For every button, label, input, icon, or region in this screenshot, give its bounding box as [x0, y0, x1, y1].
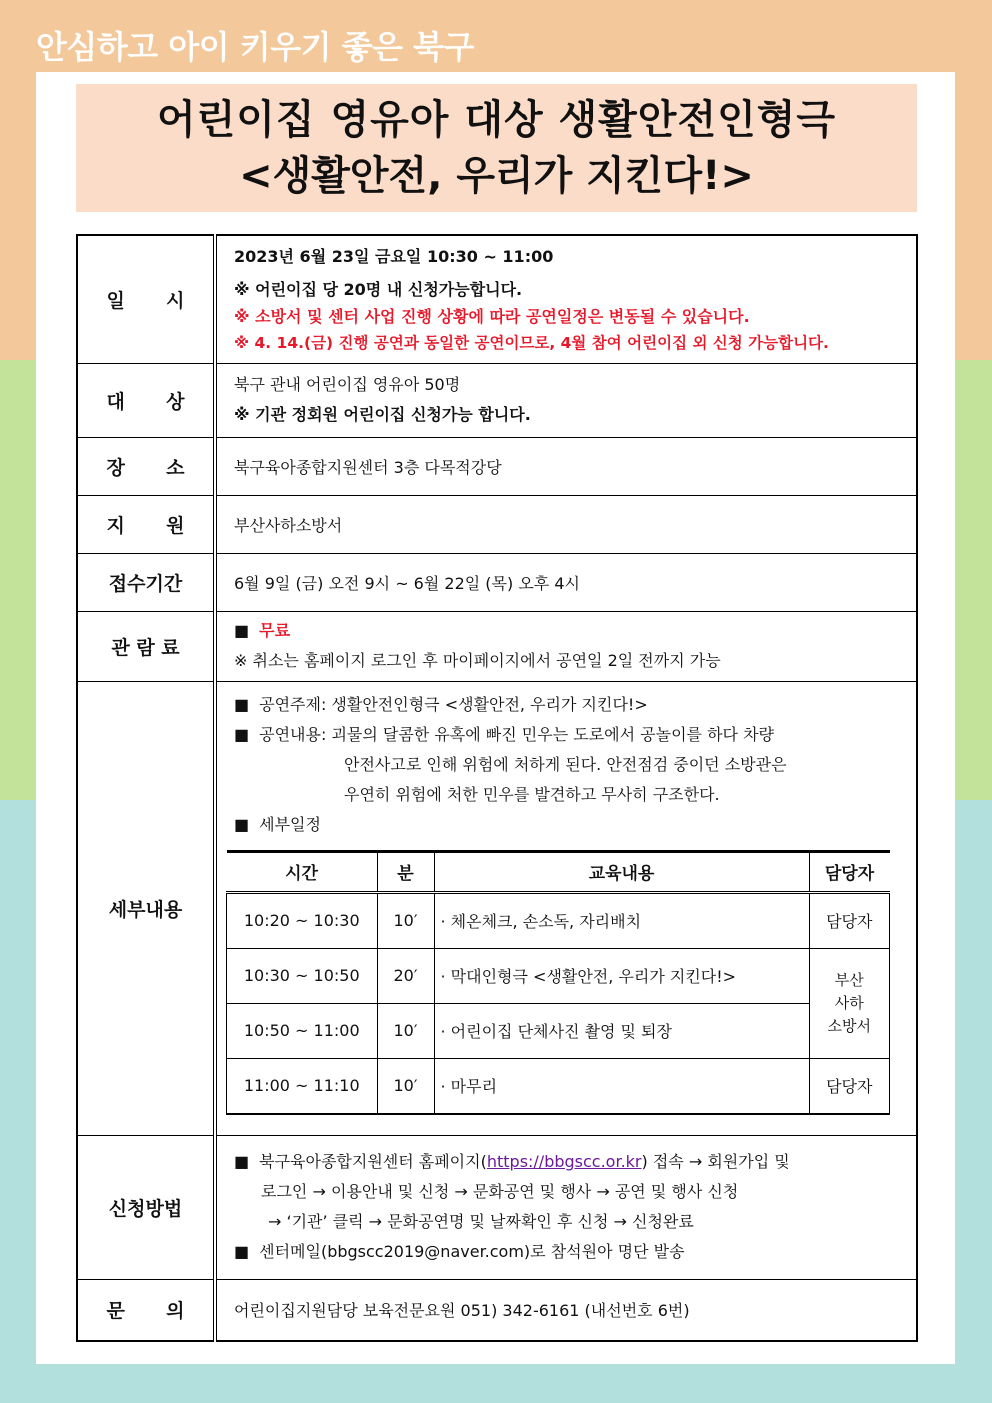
row-person-merged: 부산 사하 소방서 — [809, 948, 890, 1058]
table-row — [227, 948, 890, 1003]
details-theme: 공연주제: 생활안전인형극 <생활안전, 우리가 지킨다!> — [259, 694, 648, 714]
title-line-2: <생활안전, 우리가 지킨다!> — [239, 153, 754, 199]
apply-line-1a: 북구육아종합지원센터 홈페이지( — [259, 1152, 487, 1171]
period-value: 6월 9일 (금) 오전 9시 ~ 6월 22일 (목) 오후 4시 — [215, 553, 917, 611]
square-bullet-icon: ■ — [234, 814, 250, 834]
row-time: 11:00 ~ 11:10 — [227, 1058, 378, 1114]
header-time: 시간 — [227, 851, 378, 892]
apply-line-1b: ) 접속 → 회원가입 및 — [641, 1152, 790, 1171]
row-minutes: 20′ — [377, 948, 434, 1003]
table-row — [227, 892, 890, 948]
row-schedule — [77, 235, 917, 363]
row-time: 10:30 ~ 10:50 — [227, 948, 378, 1003]
row-minutes: 10′ — [377, 1058, 434, 1114]
details-content-line-2: 안전사고로 인해 위험에 처하게 된다. 안전점검 중이던 소방관은 — [344, 754, 787, 774]
support-value: 부산사하소방서 — [215, 495, 917, 553]
poster-sheet — [36, 72, 955, 1364]
details-sub-schedule: 세부일정 — [259, 814, 321, 834]
label-place: 장 소 — [77, 437, 215, 495]
label-contact: 문 의 — [77, 1279, 215, 1341]
row-minutes: 10′ — [377, 1003, 434, 1058]
row-content: · 체온체크, 손소독, 자리배치 — [434, 892, 809, 948]
apply-line-4: 센터메일(bbgscc2019@naver.com)로 참석원아 명단 발송 — [259, 1242, 685, 1261]
contact-value: 어린이집지원담당 보육전문요원 051) 342-6161 (내선번호 6번) — [215, 1279, 917, 1341]
label-support: 지 원 — [77, 495, 215, 553]
square-bullet-icon: ■ — [234, 694, 250, 714]
label-details: 세부내용 — [77, 681, 215, 1135]
row-target — [77, 363, 917, 437]
schedule-datetime: 2023년 6월 23일 금요일 10:30 ~ 11:00 — [234, 246, 554, 266]
table-row — [227, 1058, 890, 1114]
row-person: 담당자 — [809, 892, 890, 948]
square-bullet-icon: ■ — [234, 621, 250, 640]
label-apply: 신청방법 — [77, 1135, 215, 1279]
header-content: 교육내용 — [434, 851, 809, 892]
homepage-link[interactable]: https://bbgscc.or.kr — [486, 1152, 642, 1171]
schedule-note-1: ※ 어린이집 당 20명 내 신청가능합니다. — [234, 279, 523, 299]
row-content: · 마무리 — [434, 1058, 809, 1114]
apply-line-3: → ‘기관’ 클릭 → 문화공연명 및 날짜확인 후 신청 → 신청완료 — [268, 1212, 694, 1231]
header-minutes: 분 — [377, 851, 434, 892]
row-place — [77, 437, 917, 495]
info-table — [76, 234, 918, 1342]
place-value: 북구육아종합지원센터 3층 다목적강당 — [215, 437, 917, 495]
fee-note: ※ 취소는 홈페이지 로그인 후 마이페이지에서 공연일 2일 전까지 가능 — [234, 651, 721, 670]
details-content-line-1: 괴물의 달콤한 유혹에 빠진 민우는 도로에서 공놀이를 하다 차량 — [331, 724, 774, 744]
row-support — [77, 495, 917, 553]
timetable-header — [227, 851, 890, 892]
square-bullet-icon: ■ — [234, 724, 250, 744]
schedule-note-3: ※ 4. 14.(금) 진행 공연과 동일한 공연이므로, 4월 참여 어린이집 외 신청 가능합니다. — [234, 333, 829, 352]
label-target: 대 상 — [77, 363, 215, 437]
row-content: · 막대인형극 <생활안전, 우리가 지킨다!> — [434, 948, 809, 1003]
schedule-note-2: ※ 소방서 및 센터 사업 진행 상황에 따라 공연일정은 변동될 수 있습니다. — [234, 306, 750, 326]
row-contact — [77, 1279, 917, 1341]
row-details — [77, 681, 917, 1135]
target-line-2: ※ 기관 정회원 어린이집 신청가능 합니다. — [234, 405, 531, 424]
row-minutes: 10′ — [377, 892, 434, 948]
row-fee — [77, 611, 917, 681]
title-box — [76, 84, 917, 212]
details-content-line-3: 우연히 위험에 처한 민우를 발견하고 무사히 구조한다. — [344, 784, 720, 804]
slogan: 안심하고 아이 키우기 좋은 북구 — [36, 28, 474, 66]
apply-line-2: 로그인 → 이용안내 및 신청 → 문화공연 및 행사 → 공연 및 행사 신청 — [261, 1182, 739, 1201]
fee-free: 무료 — [259, 621, 291, 640]
row-time: 10:50 ~ 11:00 — [227, 1003, 378, 1058]
label-period: 접수기간 — [77, 553, 215, 611]
details-content-label: 공연내용: — [259, 724, 327, 744]
title-line-1: 어린이집 영유아 대상 생활안전인형극 — [156, 97, 837, 143]
row-person: 담당자 — [809, 1058, 890, 1114]
table-row — [227, 1003, 890, 1058]
header-person: 담당자 — [809, 851, 890, 892]
row-content: · 어린이집 단체사진 촬영 및 퇴장 — [434, 1003, 809, 1058]
label-schedule: 일 시 — [77, 235, 215, 363]
square-bullet-icon: ■ — [234, 1242, 250, 1261]
row-apply — [77, 1135, 917, 1279]
row-time: 10:20 ~ 10:30 — [227, 892, 378, 948]
square-bullet-icon: ■ — [234, 1152, 250, 1171]
target-line-1: 북구 관내 어린이집 영유아 50명 — [234, 375, 461, 394]
row-period — [77, 553, 917, 611]
timetable — [226, 850, 890, 1115]
label-fee: 관 람 료 — [77, 611, 215, 681]
